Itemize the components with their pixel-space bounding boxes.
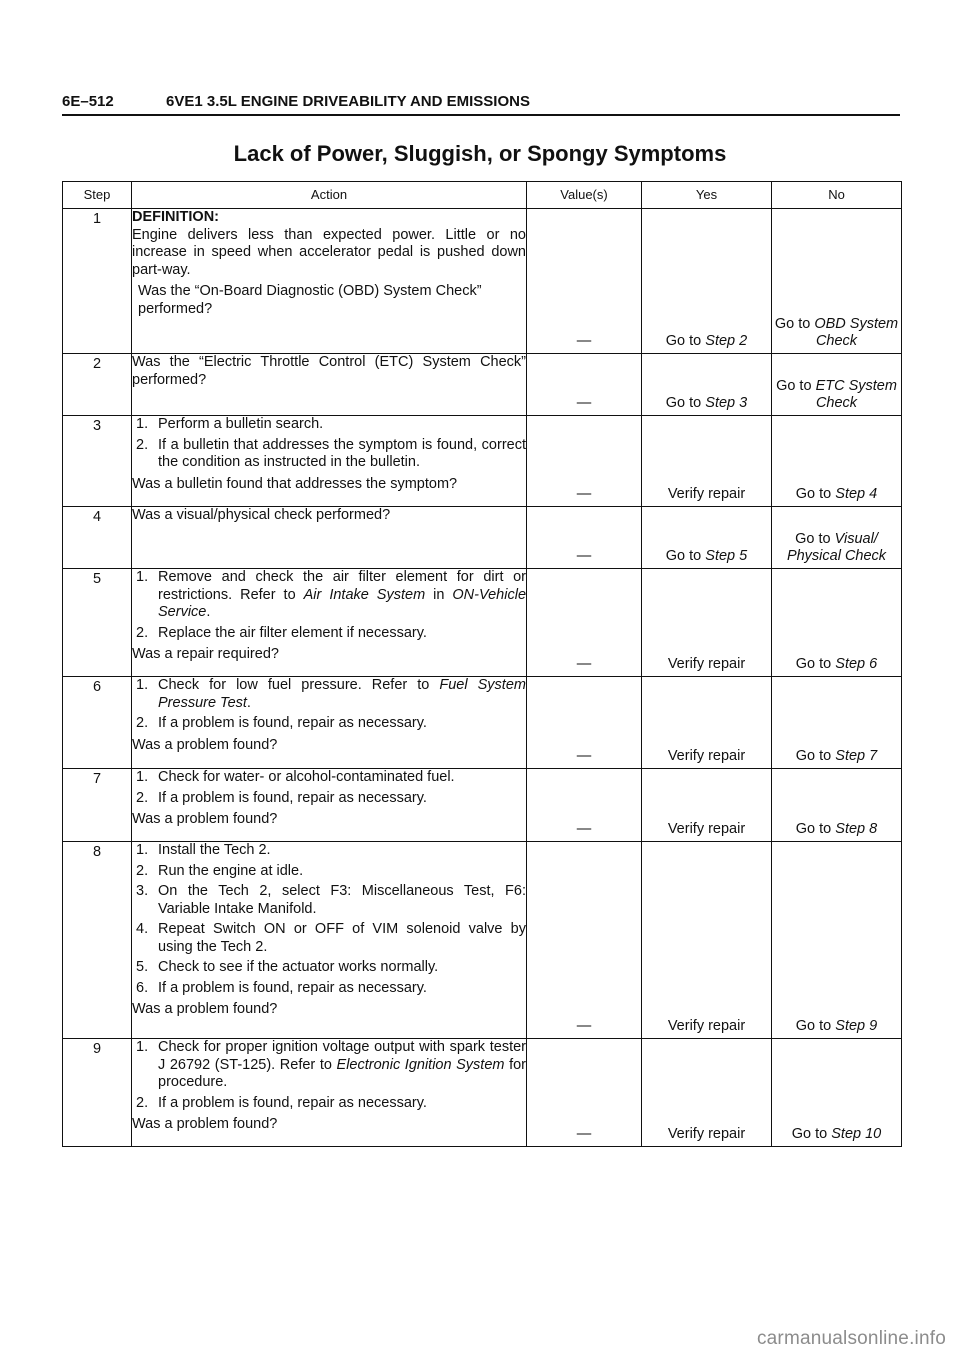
action-cell: [132, 354, 527, 416]
step-cell: [63, 1039, 132, 1147]
list-item: 4. Repeat Switch ON or OFF of VIM solenoid valve by using the Tech 2.: [136, 921, 526, 955]
value-cell: —: [527, 354, 642, 416]
no-step-link[interactable]: Step 7: [835, 748, 878, 764]
no-cell: [772, 209, 902, 354]
no-cell: [772, 569, 902, 677]
yes-step-link[interactable]: Step 5: [705, 547, 748, 564]
step-cell: [63, 209, 132, 354]
no-step-link[interactable]: Step 4: [835, 486, 878, 502]
no-step-link[interactable]: OBD System Check: [814, 316, 899, 349]
yes-cell: Verify repair: [642, 842, 772, 1039]
step-number: 7: [92, 771, 102, 787]
page-code: 6E–512: [62, 93, 114, 110]
question-text: Was a visual/physical check performed?: [132, 507, 391, 523]
step-number: 1: [92, 211, 102, 227]
list-item: 1. Check for water- or alcohol-contaminated fuel.: [136, 769, 455, 785]
no-step-link[interactable]: Visual/ Physical Check: [786, 531, 887, 564]
step-cell: [63, 507, 132, 569]
list-item: 6. If a problem is found, repair as necessary.: [136, 979, 427, 996]
list-item: 1. Check for low fuel pressure. Refer to Fuel System Pressure Test.: [136, 677, 526, 711]
list-item: 2. Run the engine at idle.: [136, 862, 304, 879]
no-cell: [772, 354, 902, 416]
list-item: 1. Install the Tech 2.: [136, 842, 271, 858]
action-cell: [132, 842, 527, 1039]
action-cell: [132, 769, 527, 842]
question-text: Was a problem found?: [132, 736, 278, 753]
action-cell: [132, 677, 527, 769]
table-row: [63, 677, 902, 769]
col-values: Value(s): [527, 182, 642, 209]
no-step-link[interactable]: Step 9: [835, 1018, 878, 1034]
value-cell: —: [527, 677, 642, 769]
list-item: 1. Perform a bulletin search.: [136, 416, 324, 432]
document-title: Lack of Power, Sluggish, or Spongy Symptoms: [233, 141, 727, 166]
col-yes: Yes: [642, 182, 772, 209]
col-step: Step: [63, 182, 132, 209]
no-prefix: Go to: [795, 821, 836, 837]
table-row: [63, 507, 902, 569]
no-prefix: Go to: [795, 486, 836, 502]
diagnostic-table: [62, 181, 902, 1147]
yes-cell: Verify repair: [642, 677, 772, 769]
question-text: Was a bulletin found that addresses the symptom?: [132, 475, 458, 492]
no-cell: [772, 677, 902, 769]
table-row: [63, 569, 902, 677]
watermark: carmanualsonline.info: [756, 1328, 946, 1349]
step-cell: [63, 569, 132, 677]
list-item: 2. If a problem is found, repair as necessary.: [136, 789, 427, 806]
list-item: 2. If a bulletin that addresses the symptom is found, correct the condition as instructed in the bulletin.: [136, 436, 526, 470]
step-number: 2: [92, 356, 102, 372]
value-cell: —: [527, 842, 642, 1039]
no-cell: [772, 416, 902, 507]
question-text: Was the “On-Board Diagnostic (OBD) System Check” performed?: [138, 283, 482, 317]
fuel-pressure-test-link[interactable]: Fuel System Pressure Test: [158, 677, 526, 711]
table-row: [63, 842, 902, 1039]
no-cell: [772, 842, 902, 1039]
definition-text: Engine delivers less than expected power. Little or no increase in speed when accelerator pedal is pushed down part-way.: [132, 226, 526, 278]
table-row: [63, 354, 902, 416]
step-cell: [63, 416, 132, 507]
section-title: 6VE1 3.5L ENGINE DRIVEABILITY AND EMISSIONS: [166, 93, 530, 110]
list-item: 1. Check for proper ignition voltage output with spark tester J 26792 (ST-125). Refer to Electronic Ignition System for procedure.: [136, 1039, 526, 1090]
action-cell: [132, 209, 527, 354]
yes-cell: [642, 507, 772, 569]
list-item: 2. If a problem is found, repair as necessary.: [136, 715, 427, 731]
value-cell: —: [527, 1039, 642, 1147]
step-cell: [63, 769, 132, 842]
list-item: 1. Remove and check the air filter element for dirt or restrictions. Refer to Air Intake System in ON-Vehicle Service.: [136, 569, 527, 620]
yes-cell: Verify repair: [642, 416, 772, 507]
step-number: 5: [92, 571, 102, 587]
table-header-row: [63, 182, 902, 209]
yes-cell: Verify repair: [642, 569, 772, 677]
definition-label: DEFINITION:: [132, 209, 219, 225]
no-cell: [772, 769, 902, 842]
yes-step-link[interactable]: Step 3: [705, 394, 748, 411]
value-cell: —: [527, 416, 642, 507]
yes-step-link[interactable]: Step 2: [705, 332, 748, 349]
question-text: Was a problem found?: [132, 1001, 278, 1017]
question-text: Was a repair required?: [132, 646, 279, 662]
no-step-link[interactable]: Step 10: [831, 1126, 882, 1142]
action-cell: [132, 416, 527, 507]
table-row: [63, 769, 902, 842]
yes-cell: Verify repair: [642, 769, 772, 842]
value-cell: —: [527, 569, 642, 677]
step-number: 9: [92, 1041, 102, 1057]
no-prefix: Go to: [795, 748, 836, 764]
list-item: 2. If a problem is found, repair as necessary.: [136, 1094, 427, 1111]
no-prefix: Go to: [776, 378, 816, 394]
list-item: 3. On the Tech 2, select F3: Miscellaneous Test, F6: Variable Intake Manifold.: [136, 883, 526, 917]
table-row: [63, 209, 902, 354]
step-cell: [63, 842, 132, 1039]
list-item: 2. Replace the air filter element if necessary.: [136, 624, 427, 641]
no-prefix: Go to: [795, 531, 835, 547]
no-prefix: Go to: [774, 316, 815, 332]
step-cell: [63, 677, 132, 769]
question-text: Was a problem found?: [132, 811, 278, 827]
on-vehicle-service-link[interactable]: ON-Vehicle Service: [158, 586, 527, 620]
no-prefix: Go to: [791, 1126, 832, 1142]
no-step-link[interactable]: Step 6: [835, 656, 878, 672]
question-text: Was the “Electric Throttle Control (ETC) System Check” performed?: [132, 354, 526, 388]
step-number: 8: [92, 844, 102, 860]
action-cell: [132, 507, 527, 569]
step-cell: [63, 354, 132, 416]
page-header: [62, 90, 900, 116]
electronic-ignition-link[interactable]: Electronic Ignition System: [336, 1056, 505, 1073]
no-cell: [772, 1039, 902, 1147]
no-prefix: Go to: [795, 656, 836, 672]
no-step-link[interactable]: Step 8: [835, 821, 878, 837]
question-text: Was a problem found?: [132, 1116, 278, 1132]
yes-prefix: Go to: [665, 332, 706, 349]
step-number: 4: [92, 509, 102, 525]
no-step-link[interactable]: ETC System Check: [815, 378, 897, 411]
yes-prefix: Go to: [665, 394, 706, 411]
value-cell: —: [527, 769, 642, 842]
no-prefix: Go to: [795, 1018, 836, 1034]
action-cell: [132, 569, 527, 677]
list-item: 5. Check to see if the actuator works normally.: [136, 959, 439, 975]
step-number: 3: [92, 418, 102, 434]
table-row: [63, 416, 902, 507]
yes-prefix: Go to: [665, 547, 706, 564]
no-cell: [772, 507, 902, 569]
air-intake-link[interactable]: Air Intake System: [303, 586, 426, 603]
col-no: No: [772, 182, 902, 209]
value-cell: —: [527, 209, 642, 354]
yes-cell: Verify repair: [642, 1039, 772, 1147]
yes-cell: [642, 209, 772, 354]
value-cell: —: [527, 507, 642, 569]
step-number: 6: [92, 679, 102, 695]
action-cell: [132, 1039, 527, 1147]
yes-cell: [642, 354, 772, 416]
col-action: Action: [132, 182, 527, 209]
table-row: [63, 1039, 902, 1147]
